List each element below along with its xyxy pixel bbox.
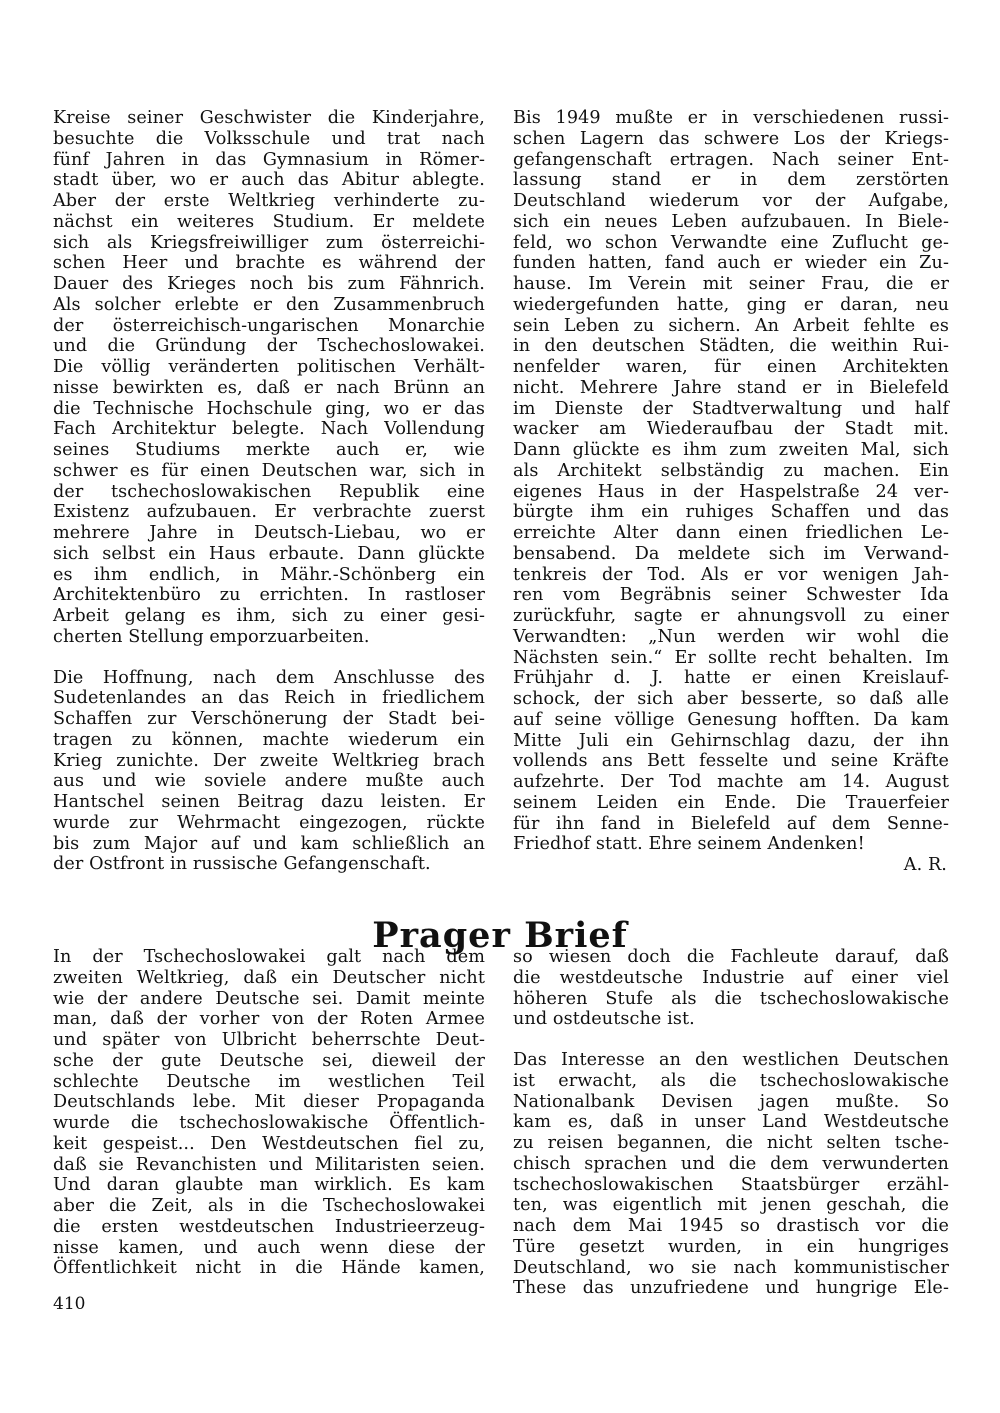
text-line: gefangenschaft ertragen. Nach seiner Ent-: [513, 149, 949, 170]
text-line: der tschechoslowakischen Republik eine: [53, 481, 485, 502]
text-line: Mitte Juli ein Gehirnschlag dazu, der ihn: [513, 730, 949, 751]
text-line: Nächsten sein.“ Er sollte recht behalten. Im: [513, 647, 949, 668]
text-line: Nationalbank Devisen jagen mußte. So: [513, 1091, 949, 1112]
text-line: Deutschland wiederum vor der Aufgabe,: [513, 191, 949, 211]
text-line: funden hatten, fand auch er wieder ein Zu-: [513, 253, 949, 274]
text-line: sich selbst ein Haus erbaute. Dann glückte: [53, 543, 485, 564]
text-line: keit gespeist... Den Westdeutschen fiel zu,: [53, 1133, 485, 1154]
text-line: Öffentlichkeit nicht in die Hände kamen,: [53, 1258, 485, 1279]
text-line: bis zum Major auf und kam schließlich an: [53, 833, 485, 854]
text-line: und die Gründung der Tschechoslowakei.: [53, 336, 485, 357]
text-line: These das unzufriedene und hungrige Ele-: [513, 1278, 949, 1299]
text-line: eigenes Haus in der Haspelstraße 24 ver-: [513, 481, 949, 502]
text-line: kam es, daß in unser Land Westdeutsche: [513, 1112, 949, 1133]
text-line: schlechte Deutsche im westlichen Teil: [53, 1071, 485, 1092]
text-line: Architektenbüro zu errichten. In rastloser: [53, 585, 485, 606]
text-line: im Dienste der Stadtverwaltung und half: [513, 398, 949, 419]
text-line: ten, was eigentlich mit jenen geschah, die: [513, 1195, 949, 1216]
paragraph: [53, 668, 485, 876]
text-line: Die Hoffnung, nach dem Anschlusse des: [53, 667, 485, 688]
text-line: zurückfuhr, sagte er ahnungsvoll zu einer: [513, 606, 949, 626]
text-line: so wiesen doch die Fachleute darauf, daß: [513, 947, 949, 967]
text-line: nach dem Mai 1945 so drastisch vor die: [513, 1216, 949, 1236]
text-line: besuchte die Volksschule und trat nach: [53, 128, 485, 149]
text-line: lassung stand er in dem zerstörten: [513, 170, 949, 191]
text-line: wie der andere Deutsche sei. Damit meinte: [53, 988, 485, 1009]
text-line: und ostdeutsche ist.: [513, 1009, 695, 1030]
text-line: schock, der sich aber besserte, so daß alle: [513, 689, 949, 709]
text-line: aber die Zeit, als in die Tschechoslowakei: [53, 1196, 485, 1216]
top-left-column: [53, 108, 485, 875]
bottom-left-column: [53, 947, 485, 1279]
text-line: bürgte ihm ein ruhiges Schaffen und das: [513, 502, 949, 523]
text-line: wurde die tschechoslowakische Öffentlich-: [53, 1113, 485, 1133]
text-line: Krieg zunichte. Der zweite Weltkrieg brach: [53, 750, 485, 771]
text-line: erreichte Alter dann einen friedlichen Le-: [513, 523, 949, 543]
bottom-right-column: [513, 947, 949, 1299]
text-line: für ihn fand in Bielefeld auf dem Senne-: [513, 813, 949, 834]
text-line: auf seine völlige Genesung hofften. Da kam: [513, 709, 949, 730]
top-right-column: [513, 108, 949, 876]
text-line: stadt über, wo er auch das Abitur ablegte.: [53, 170, 485, 191]
text-line: nenfelder waren, für einen Architekten: [513, 357, 949, 377]
text-line: Fach Architektur belegte. Nach Vollendung: [53, 419, 485, 440]
text-line: seines Studiums merkte auch er, wie: [53, 440, 485, 460]
text-line: Die völlig veränderten politischen Verhält-: [53, 357, 485, 377]
text-line: Schaffen zur Verschönerung der Stadt bei-: [53, 709, 485, 729]
text-line: Deutschland, wo sie nach kommunistischer: [513, 1257, 949, 1278]
text-line: schen Heer und brachte es während der: [53, 253, 485, 274]
text-line: wacker am Wiederaufbau der Stadt mit.: [513, 419, 949, 440]
text-line: Aber der erste Weltkrieg verhinderte zu-: [53, 191, 485, 211]
text-line: die westdeutsche Industrie auf einer viel: [513, 967, 949, 988]
text-line: tenkreis der Tod. Als er vor wenigen Jah-: [513, 564, 949, 585]
text-line: Dauer des Krieges noch bis zum Fähnrich.: [53, 274, 485, 294]
text-line: die Technische Hochschule ging, wo er das: [53, 398, 485, 419]
paragraph: [513, 108, 949, 855]
paragraph: [53, 947, 485, 1279]
paragraph: [513, 1050, 949, 1299]
text-line: mehrere Jahre in Deutsch-Liebau, wo er: [53, 523, 485, 543]
text-line: in den deutschen Städten, die weithin Rui-: [513, 336, 949, 357]
text-line: sche der gute Deutsche sei, dieweil der: [53, 1050, 485, 1071]
text-line: und später von Ulbricht beherrschte Deut-: [53, 1030, 485, 1050]
text-line: Türe gesetzt wurden, in ein hungriges: [513, 1236, 949, 1257]
text-line: feld, wo schon Verwandte eine Zuflucht ge-: [513, 232, 949, 253]
text-line: Arbeit gelang es ihm, sich zu einer gesi-: [53, 606, 485, 626]
text-line: als Architekt selbständig zu machen. Ein: [513, 460, 949, 481]
text-line: Existenz aufzubauen. Er verbrachte zuerst: [53, 502, 485, 523]
text-line: nisse kamen, und auch wenn diese der: [53, 1237, 485, 1258]
text-line: Sudetenlandes an das Reich in friedlichem: [53, 688, 485, 709]
text-line: Als solcher erlebte er den Zusammenbruch: [53, 294, 485, 315]
text-line: nicht. Mehrere Jahre stand er in Bielefeld: [513, 377, 949, 398]
text-line: In der Tschechoslowakei galt nach dem: [53, 947, 485, 967]
text-line: Bis 1949 mußte er in verschiedenen russi-: [513, 108, 949, 128]
text-line: schen Lagern das schwere Los der Kriegs-: [513, 128, 949, 149]
text-line: Kreise seiner Geschwister die Kinderjahre,: [53, 108, 485, 128]
text-line: Verwandten: „Nun werden wir wohl die: [513, 626, 949, 647]
text-line: seinem Leiden ein Ende. Die Trauerfeier: [513, 792, 949, 813]
author-signature: A. R.: [903, 855, 947, 875]
text-line: hause. Im Verein mit seiner Frau, die er: [513, 274, 949, 294]
text-line: Friedhof statt. Ehre seinem Andenken!: [513, 834, 865, 855]
text-line: ist erwacht, als die tschechoslowakische: [513, 1070, 949, 1091]
text-line: zu reisen begannen, die nicht selten tsche-: [513, 1133, 949, 1153]
text-line: der Ostfront in russische Gefangenschaft.: [53, 854, 431, 875]
text-line: nächst ein weiteres Studium. Er meldete: [53, 211, 485, 232]
text-line: fünf Jahren in das Gymnasium in Römer-: [53, 149, 485, 170]
text-line: nisse bewirkten es, daß er nach Brünn an: [53, 377, 485, 398]
text-line: höheren Stufe als die tschechoslowakische: [513, 988, 949, 1009]
text-line: cherten Stellung emporzuarbeiten.: [53, 626, 370, 647]
text-line: chisch sprachen und die dem verwunderten: [513, 1153, 949, 1174]
section-title: Prager Brief: [372, 915, 628, 957]
text-line: Frühjahr d. J. hatte er einen Kreislauf-: [513, 668, 949, 689]
text-line: vollends ans Bett fesselte und seine Kräfte: [513, 751, 949, 772]
text-line: wurde zur Wehrmacht eingezogen, rückte: [53, 812, 485, 833]
text-line: es ihm endlich, in Mähr.-Schönberg ein: [53, 564, 485, 585]
text-line: Und daran glaubte man wirklich. Es kam: [53, 1175, 485, 1196]
text-line: aufzehrte. Der Tod machte am 14. August: [513, 772, 949, 792]
text-line: Hantschel seinen Beitrag dazu leisten. Er: [53, 792, 485, 812]
text-line: sich als Kriegsfreiwilliger zum österreichi-: [53, 232, 485, 253]
paragraph: [53, 108, 485, 648]
text-line: Deutschlands lebe. Mit dieser Propaganda: [53, 1092, 485, 1113]
paragraph: [513, 947, 949, 1030]
text-line: die ersten westdeutschen Industrieerzeug-: [53, 1216, 485, 1237]
text-line: sein Leben zu sichern. An Arbeit fehlte es: [513, 315, 949, 336]
text-line: der österreichisch-ungarischen Monarchie: [53, 315, 485, 336]
text-line: Dann glückte es ihm zum zweiten Mal, sich: [513, 440, 949, 460]
text-line: sich ein neues Leben aufzubauen. In Biele-: [513, 211, 949, 232]
text-line: aus und wie soviele andere mußte auch: [53, 771, 485, 792]
text-line: Das Interesse an den westlichen Deutschen: [513, 1050, 949, 1070]
text-line: zweiten Weltkrieg, daß ein Deutscher nicht: [53, 967, 485, 988]
text-line: tschechoslowakischen Staatsbürger erzähl-: [513, 1174, 949, 1195]
text-line: schwer es für einen Deutschen war, sich in: [53, 460, 485, 481]
text-line: bensabend. Da meldete sich im Verwand-: [513, 543, 949, 564]
text-line: ren vom Begräbnis seiner Schwester Ida: [513, 585, 949, 606]
text-line: man, daß der vorher von der Roten Armee: [53, 1009, 485, 1030]
page-number: 410: [53, 1294, 86, 1314]
text-line: daß sie Revanchisten und Militaristen seien.: [53, 1154, 485, 1175]
text-line: wiedergefunden hatte, ging er daran, neu: [513, 294, 949, 315]
text-line: tragen zu können, machte wiederum ein: [53, 729, 485, 750]
